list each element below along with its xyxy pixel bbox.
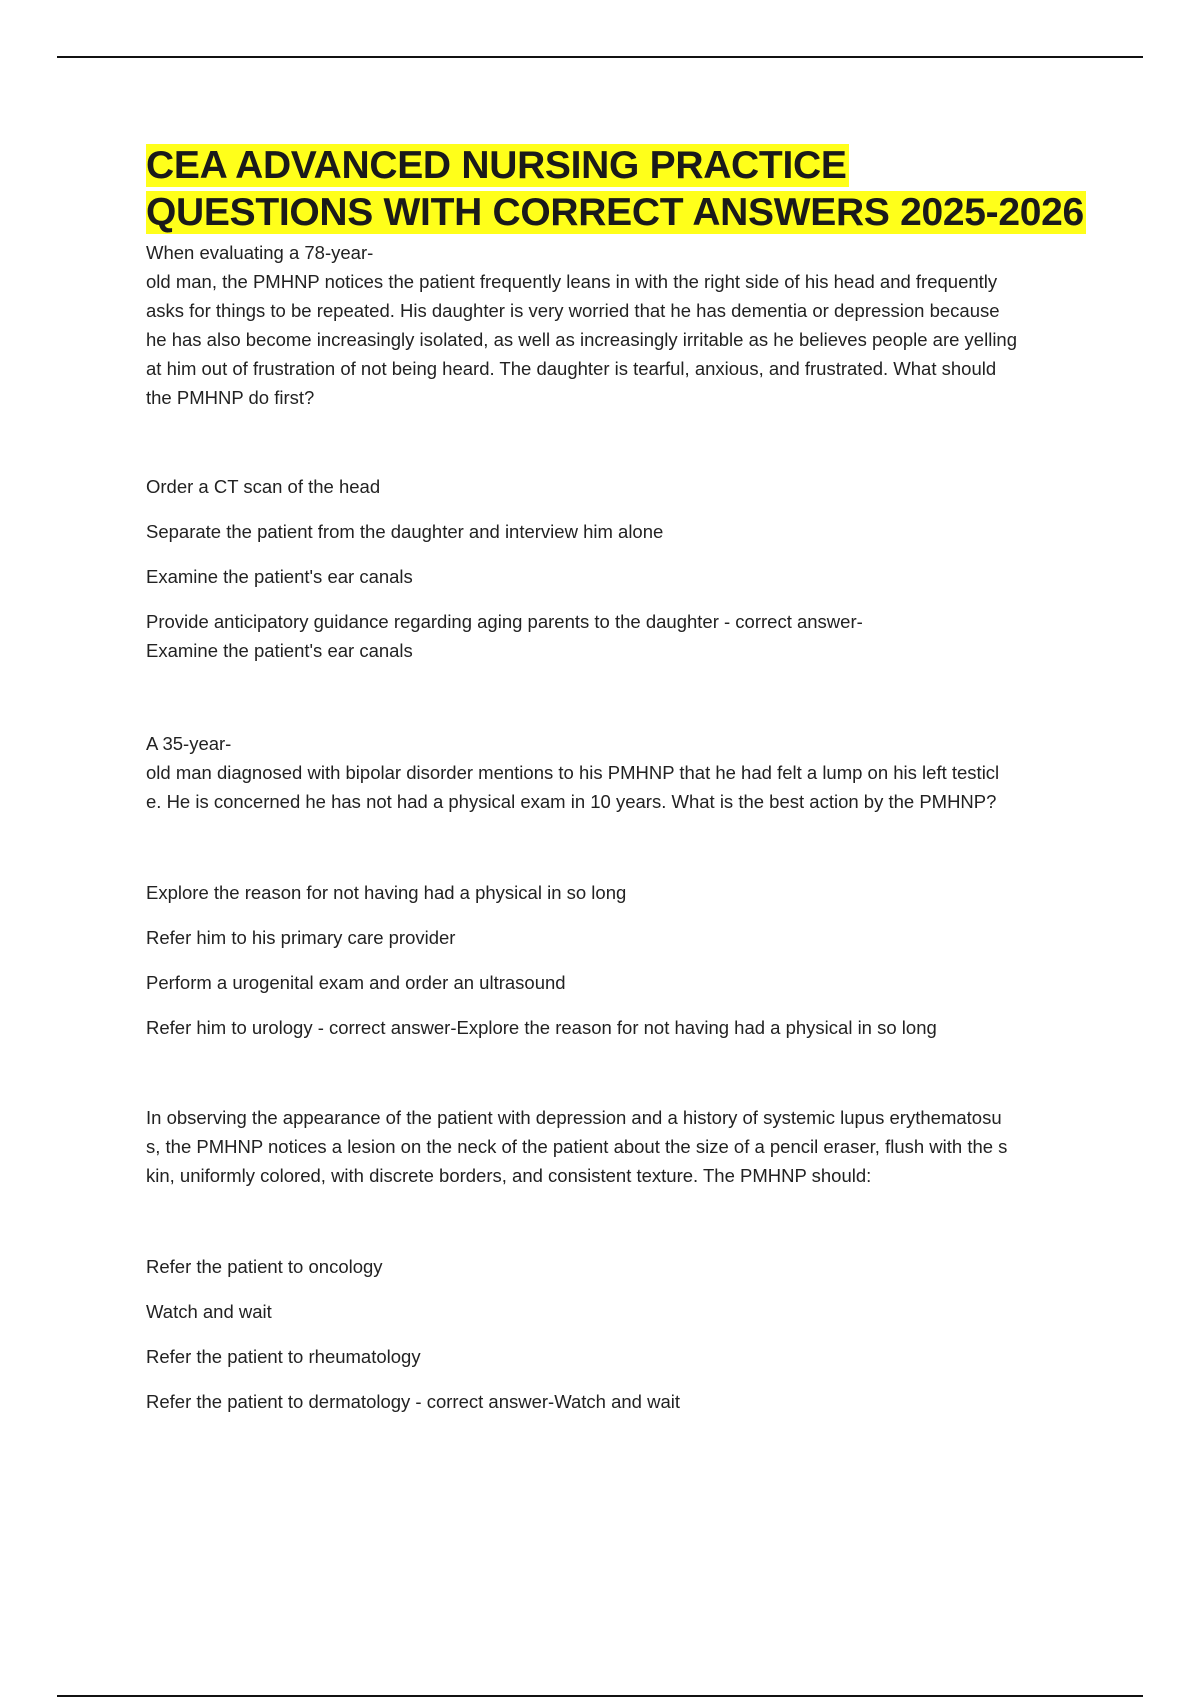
top-rule bbox=[57, 56, 1143, 58]
question-3-stem: In observing the appearance of the patient with depression and a history of systemic lupus erythematosu s, the PMHNP notices a lesion on the neck of the patient about the size of a pencil eraser, flush with the s kin, uniformly colored, with discrete borders, and consistent texture. The PMHNP should: bbox=[146, 1107, 1008, 1186]
title-line-2: QUESTIONS WITH CORRECT ANSWERS 2025-2026 bbox=[146, 191, 1084, 234]
question-3-option-a: Refer the patient to oncology bbox=[146, 1256, 383, 1277]
question-3-options bbox=[146, 1252, 1126, 1416]
question-2-option-d: Refer him to urology - correct answer-Explore the reason for not having had a physical in so long bbox=[146, 1017, 937, 1038]
question-3-option-b: Watch and wait bbox=[146, 1301, 272, 1322]
question-1-stem: When evaluating a 78-year- old man, the PMHNP notices the patient frequently leans in with the right side of his head and frequently asks for things to be repeated. His daughter is very worried that he has dementia or depression because he has also become increasingly isolated, as well as increasingly irritable as he believes people are yelling at him out of frustration of not being heard. The daughter is tearful, anxious, and frustrated. What should the PMHNP do first? bbox=[146, 242, 1018, 408]
question-2-option-a: Explore the reason for not having had a physical in so long bbox=[146, 882, 627, 903]
question-1-option-d bbox=[146, 607, 1126, 665]
page-content bbox=[146, 142, 1126, 1416]
question-1-option-a: Order a CT scan of the head bbox=[146, 476, 381, 497]
title-line-1: CEA ADVANCED NURSING PRACTICE bbox=[146, 144, 847, 187]
question-2-option-c: Perform a urogenital exam and order an ultrasound bbox=[146, 972, 566, 993]
question-2-stem: A 35-year- old man diagnosed with bipolar disorder mentions to his PMHNP that he had felt a lump on his left testicl e. He is concerned he has not had a physical exam in 10 years. What is the best action by the PMHNP? bbox=[146, 733, 1000, 812]
question-2-options bbox=[146, 878, 1126, 1042]
question-1-options bbox=[146, 472, 1126, 665]
question-1-option-c: Examine the patient's ear canals bbox=[146, 566, 413, 587]
question-2-option-b: Refer him to his primary care provider bbox=[146, 927, 456, 948]
question-1-option-b: Separate the patient from the daughter and interview him alone bbox=[146, 521, 664, 542]
question-3-option-c: Refer the patient to rheumatology bbox=[146, 1346, 421, 1367]
page-title bbox=[146, 142, 1126, 236]
question-1-correct-answer: Examine the patient's ear canals bbox=[146, 640, 413, 661]
bottom-rule bbox=[57, 1695, 1143, 1697]
question-3-option-d: Refer the patient to dermatology - correct answer-Watch and wait bbox=[146, 1391, 680, 1412]
question-1-option-d-text: Provide anticipatory guidance regarding aging parents to the daughter - correct answer- bbox=[146, 611, 863, 632]
